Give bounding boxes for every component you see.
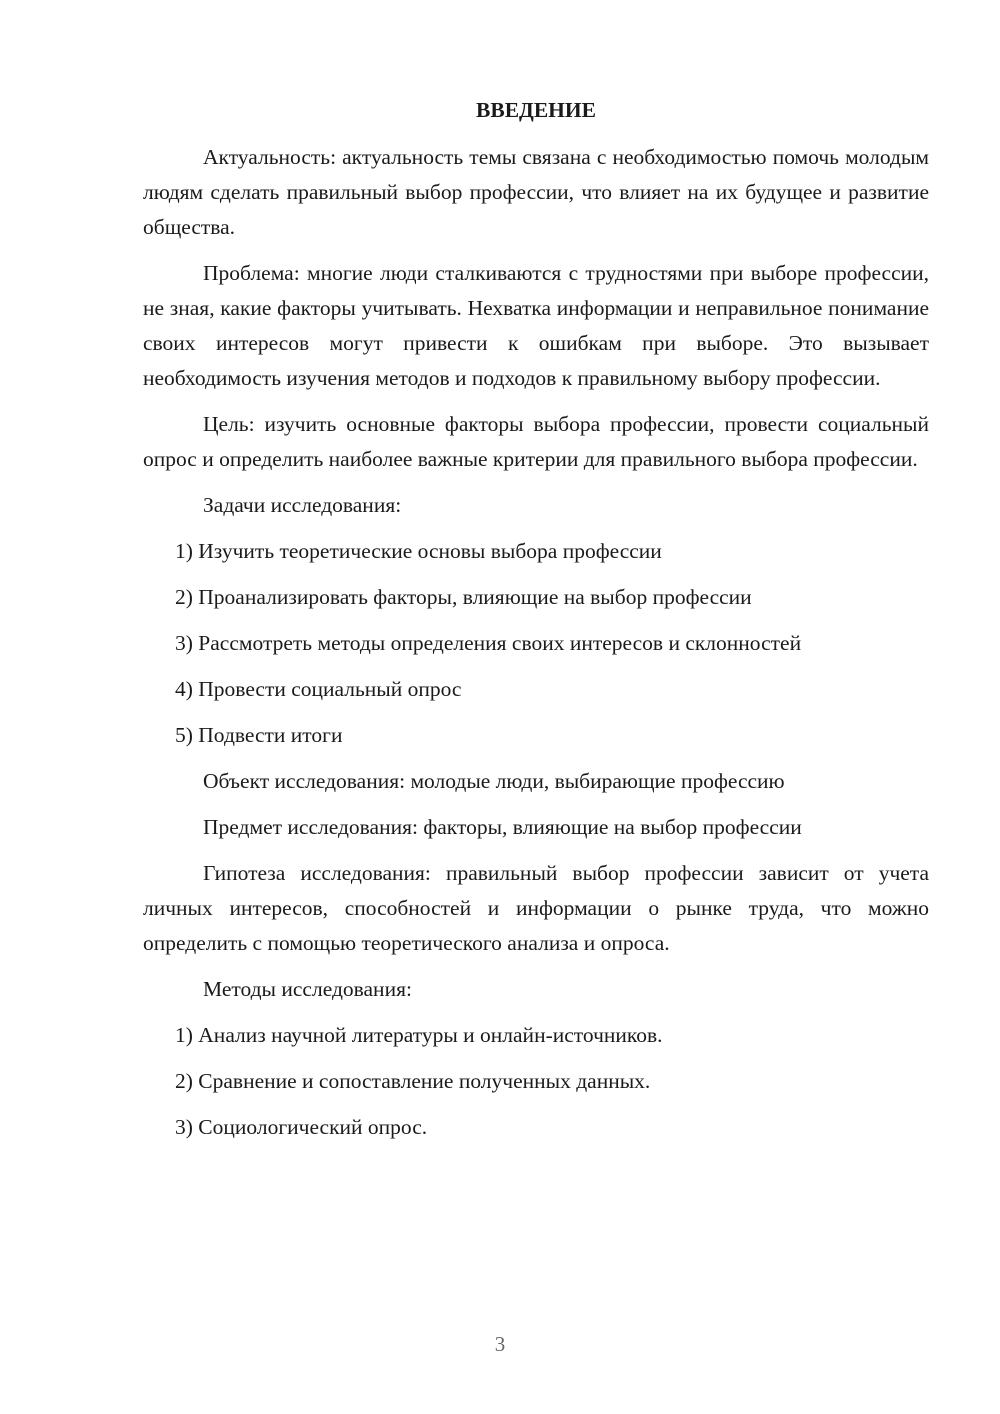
problem-paragraph: Проблема: многие люди сталкиваются с трудностями при выборе профессии, не зная, какие факторы учитывать. Нехватка информации и неправильное понимание своих интересов могут привести к ошибкам при выборе. Это вызывает необходимость изучения методов и подходов к правильному выбору профессии. — [143, 261, 929, 390]
hypothesis-paragraph: Гипотеза исследования: правильный выбор профессии зависит от учета личных интересов, способностей и информации о рынке труда, что можно определить с помощью теоретического анализа и опроса. — [143, 861, 929, 955]
method-item: 1) Анализ научной литературы и онлайн-источников. — [175, 1023, 663, 1047]
task-item: 1) Изучить теоретические основы выбора профессии — [175, 539, 662, 563]
task-item: 4) Провести социальный опрос — [175, 677, 462, 701]
object-line: Объект исследования: молодые люди, выбирающие профессию — [203, 769, 785, 793]
method-item: 3) Социологический опрос. — [175, 1115, 428, 1139]
method-item: 2) Сравнение и сопоставление полученных данных. — [175, 1069, 651, 1093]
methods-list — [143, 1018, 929, 1145]
methods-heading: Методы исследования: — [203, 977, 412, 1001]
goal-paragraph: Цель: изучить основные факторы выбора профессии, провести социальный опрос и определить наиболее важные критерии для правильного выбора профессии. — [143, 412, 929, 471]
page-number: 3 — [494, 1332, 506, 1356]
page-title: ВВЕДЕНИЕ — [476, 98, 596, 122]
task-item: 5) Подвести итоги — [175, 723, 343, 747]
subject-line: Предмет исследования: факторы, влияющие на выбор профессии — [203, 815, 802, 839]
task-item: 2) Проанализировать факторы, влияющие на выбор профессии — [175, 585, 752, 609]
document-page — [143, 93, 929, 1156]
tasks-list — [143, 534, 929, 753]
tasks-heading: Задачи исследования: — [203, 493, 402, 517]
task-item: 3) Рассмотреть методы определения своих интересов и склонностей — [175, 631, 802, 655]
relevance-paragraph: Актуальность: актуальность темы связана с необходимостью помочь молодым людям сделать правильный выбор профессии, что влияет на их будущее и развитие общества. — [143, 145, 929, 239]
